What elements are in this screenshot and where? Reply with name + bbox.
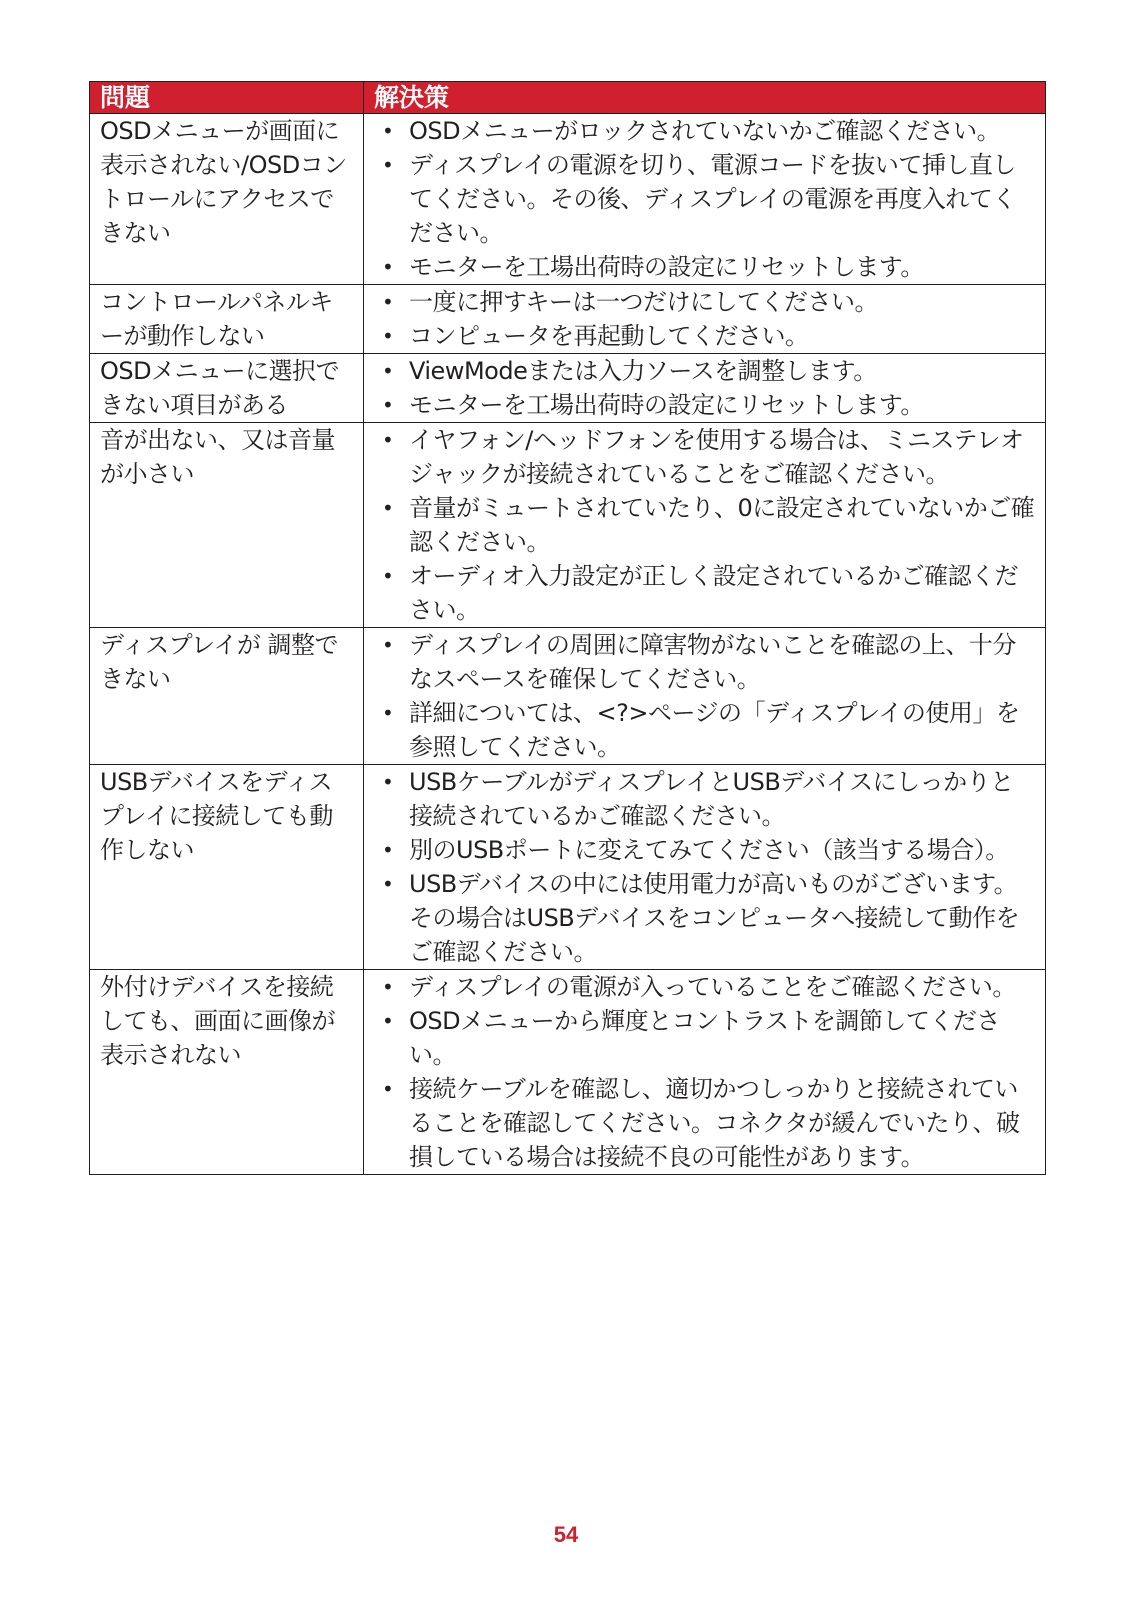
table-body [90, 114, 1046, 1175]
solution-cell [364, 628, 1046, 765]
bullet-icon: • [382, 701, 394, 725]
table-row [90, 765, 1046, 970]
header-problem: 問題 [90, 82, 364, 114]
header-solution: 解決策 [364, 82, 1046, 114]
problem-cell: 外付けデバイスを接続しても、画面に画像が表示されない [90, 970, 364, 1175]
bullet-icon: • [382, 255, 394, 279]
solution-cell [364, 354, 1046, 423]
solution-cell [364, 765, 1046, 970]
solution-text: 別のUSBポートに変えてみてください（該当する場合）。 [409, 836, 1009, 864]
solution-cell [364, 423, 1046, 628]
solution-text: モニターを工場出荷時の設定にリセットします。 [409, 253, 924, 281]
solution-cell [364, 114, 1046, 285]
table-row [90, 423, 1046, 628]
bullet-icon: • [382, 564, 394, 588]
solution-list [382, 970, 1037, 1174]
solution-text: USBデバイスの中には使用電力が高いものがございます。その場合はUSBデバイスをコンピュータへ接続して動作をご確認ください。 [409, 870, 1020, 966]
solution-item [382, 1004, 1037, 1072]
solution-item [382, 696, 1037, 764]
bullet-icon: • [382, 496, 394, 520]
problem-cell: 音が出ない、又は音量が小さい [90, 423, 364, 628]
table-row [90, 285, 1046, 354]
solution-item [382, 559, 1037, 627]
solution-text: 詳細については、<?>ページの「ディスプレイの使用」を参照してください。 [409, 699, 1020, 761]
solution-item [382, 491, 1037, 559]
table-row [90, 970, 1046, 1175]
bullet-icon: • [382, 393, 394, 417]
bullet-icon: • [382, 975, 394, 999]
solution-text: ディスプレイの電源を切り、電源コードを抜いて挿し直してください。その後、ディスプレイの電源を再度入れてください。 [409, 151, 1016, 247]
solution-item [382, 867, 1037, 969]
solution-item [382, 388, 1037, 422]
problem-cell: OSDメニューに選択できない項目がある [90, 354, 364, 423]
bullet-icon: • [382, 428, 394, 452]
bullet-icon: • [382, 770, 394, 794]
bullet-icon: • [382, 1077, 394, 1101]
bullet-icon: • [382, 153, 394, 177]
solution-item [382, 354, 1037, 388]
solution-item [382, 114, 1037, 148]
solution-text: ディスプレイの周囲に障害物がないことを確認の上、十分なスペースを確保してください。 [409, 631, 1016, 693]
solution-item [382, 970, 1037, 1004]
solution-item [382, 250, 1037, 284]
solution-list [382, 285, 1037, 353]
bullet-icon: • [382, 324, 394, 348]
table-row [90, 628, 1046, 765]
troubleshooting-table [89, 81, 1046, 1175]
solution-text: ディスプレイの電源が入っていることをご確認ください。 [409, 973, 1016, 1001]
table-header-row [90, 82, 1046, 114]
bullet-icon: • [382, 872, 394, 896]
solution-list [382, 423, 1037, 627]
solution-item [382, 285, 1037, 319]
bullet-icon: • [382, 633, 394, 657]
page-number: 54 [553, 1522, 579, 1547]
solution-text: 一度に押すキーは一つだけにしてください。 [409, 288, 879, 316]
solution-text: イヤフォン/ヘッドフォンを使用する場合は、ミニステレオジャックが接続されていることをご確認ください。 [409, 426, 1024, 488]
solution-list [382, 628, 1037, 764]
solution-item [382, 423, 1037, 491]
solution-item [382, 628, 1037, 696]
bullet-icon: • [382, 119, 394, 143]
solution-list [382, 114, 1037, 284]
solution-cell [364, 970, 1046, 1175]
solution-text: コンピュータを再起動してください。 [409, 322, 809, 350]
solution-text: モニターを工場出荷時の設定にリセットします。 [409, 391, 924, 419]
problem-cell: コントロールパネルキーが動作しない [90, 285, 364, 354]
solution-item [382, 765, 1037, 833]
solution-text: OSDメニューがロックされていないかご確認ください。 [409, 117, 1001, 145]
bullet-icon: • [382, 290, 394, 314]
solution-item [382, 148, 1037, 250]
problem-cell: OSDメニューが画面に表示されない/OSDコントロールにアクセスできない [90, 114, 364, 285]
solution-text: OSDメニューから輝度とコントラストを調節してください。 [409, 1007, 1000, 1069]
problem-cell: ディスプレイが 調整できない [90, 628, 364, 765]
table-row [90, 354, 1046, 423]
bullet-icon: • [382, 838, 394, 862]
solution-list [382, 765, 1037, 969]
bullet-icon: • [382, 1009, 394, 1033]
solution-item [382, 833, 1037, 867]
solution-list [382, 354, 1037, 422]
solution-cell [364, 285, 1046, 354]
table-row [90, 114, 1046, 285]
solution-text: 接続ケーブルを確認し、適切かつしっかりと接続されていることを確認してください。コネクタが緩んでいたり、破損している場合は接続不良の可能性があります。 [409, 1075, 1020, 1171]
solution-text: USBケーブルがディスプレイとUSBデバイスにしっかりと接続されているかご確認ください。 [409, 768, 1014, 830]
problem-cell: USBデバイスをディスプレイに接続しても動作しない [90, 765, 364, 970]
solution-text: オーディオ入力設定が正しく設定されているかご確認ください。 [409, 562, 1019, 624]
solution-item [382, 1072, 1037, 1174]
solution-item [382, 319, 1037, 353]
solution-text: 音量がミュートされていたり、0に設定されていないかご確認ください。 [409, 494, 1035, 556]
solution-text: ViewModeまたは入力ソースを調整します。 [409, 357, 877, 385]
bullet-icon: • [382, 359, 394, 383]
